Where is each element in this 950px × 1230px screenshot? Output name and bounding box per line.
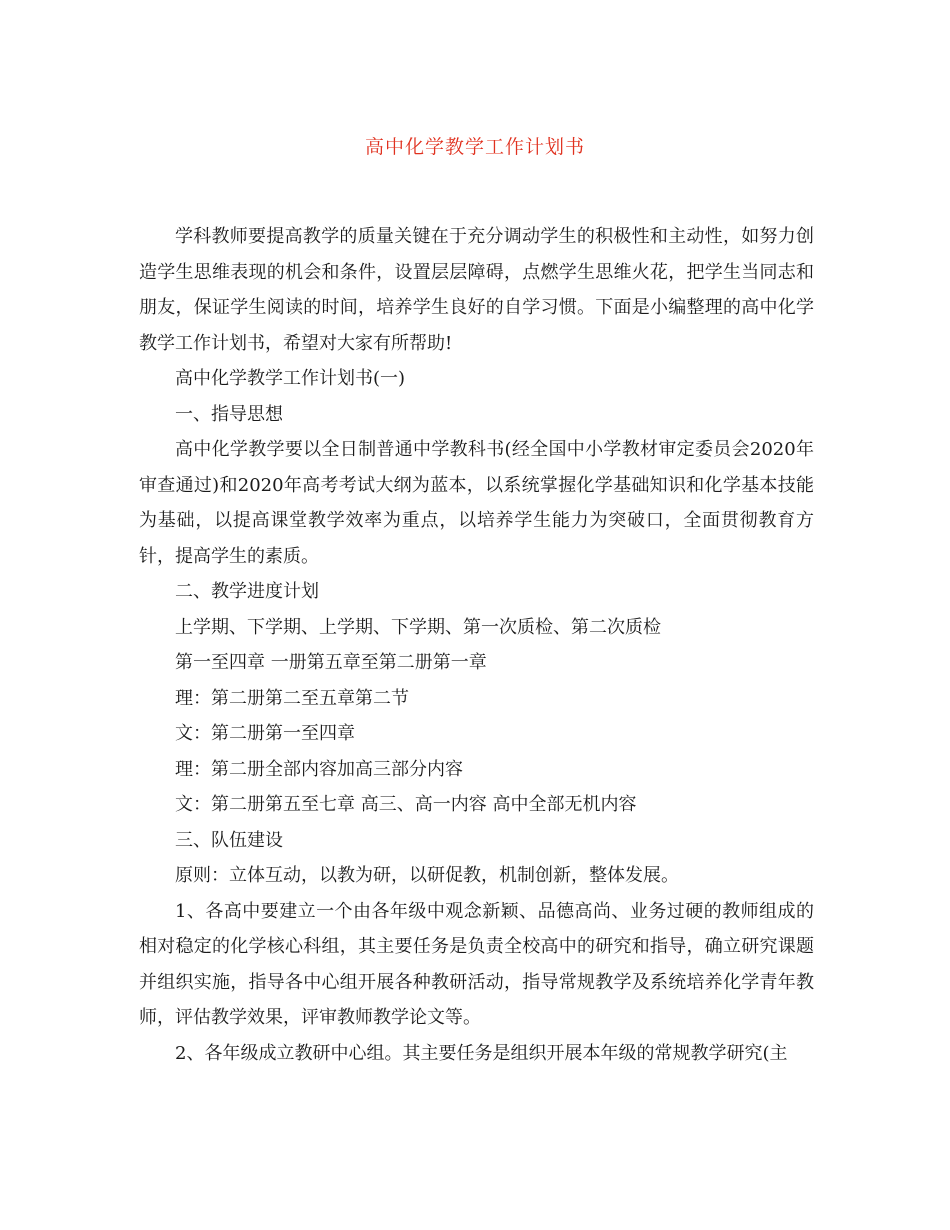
team-building-principle: 原则：立体互动，以教为研，以研促教，机制创新，整体发展。 [175,865,679,886]
schedule-line-science-1: 理：第二册第二至五章第二节 [175,687,409,709]
team-building-item-1: 1、各高中要建立一个由各年级中观念新颖、品德高尚、业务过硬的教师组成的相对稳定的化学核心科组，其主要任务是负责全校高中的研究和指导，确立研究课题并组织实施，指导各中心组开展各种教研活动，指导常规教学及系统培养化学青年教师，评估教学效果，评审教师教学论文等。 [139,900,814,1028]
section-heading-guiding-ideology: 一、指导思想 [175,403,283,425]
document-title: 高中化学教学工作计划书 [364,136,585,158]
team-building-item-2: 2、各年级成立教研中心组。其主要任务是组织开展本年级的常规教学研究(主 [175,1042,788,1064]
section-heading-plan-one: 高中化学教学工作计划书(一) [175,368,406,389]
section-heading-team-building: 三、队伍建设 [175,829,283,851]
intro-paragraph: 学科教师要提高教学的质量关键在于充分调动学生的积极性和主动性，如努力创造学生思维表现的机会和条件，设置层层障碍，点燃学生思维火花，把学生当同志和朋友，保证学生阅读的时间，培养学生良好的自学习惯。下面是小编整理的高中化学教学工作计划书，希望对大家有所帮助! [139,226,814,354]
section-heading-teaching-schedule: 二、教学进度计划 [175,581,319,602]
schedule-line-science-2: 理：第二册全部内容加高三部分内容 [175,758,463,780]
schedule-line-chapters: 第一至四章 一册第五章至第二册第一章 [175,652,487,673]
schedule-line-terms: 上学期、下学期、上学期、下学期、第一次质检、第二次质检 [175,616,661,638]
guiding-ideology-paragraph: 高中化学教学要以全日制普通中学教科书(经全国中小学教材审定委员会2020年审查通过)和2020年高考考试大纲为蓝本，以系统掌握化学基础知识和化学基本技能为基础，以提高课堂教学效率为重点，以培养学生能力为突破口，全面贯彻教育方针，提高学生的素质。 [139,439,814,567]
schedule-line-arts-1: 文：第二册第一至四章 [175,723,355,744]
schedule-line-arts-2: 文：第二册第五至七章 高三、高一内容 高中全部无机内容 [175,794,637,815]
document-body [139,219,814,1071]
